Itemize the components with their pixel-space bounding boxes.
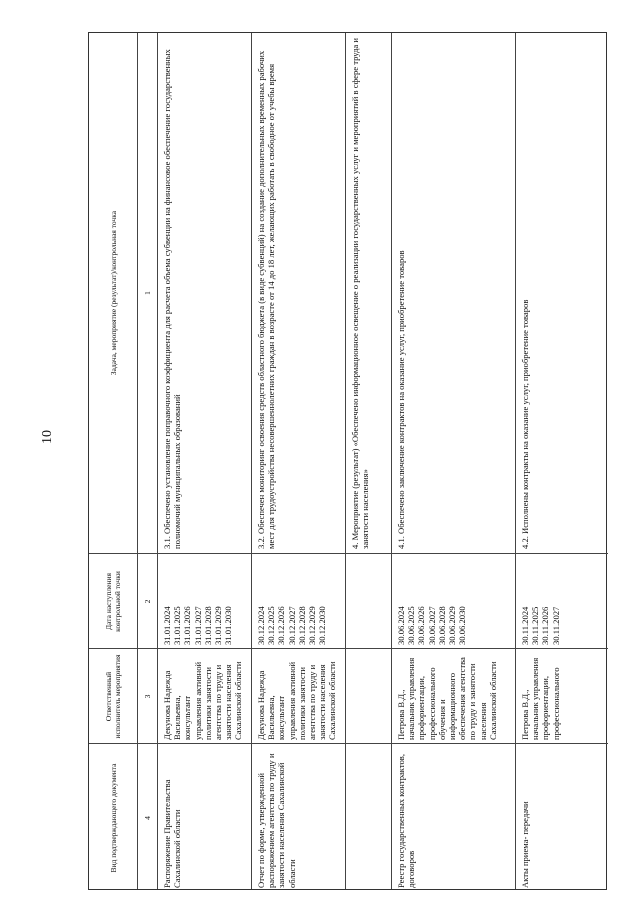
- table-row: [345, 33, 391, 889]
- column-number-1-text: 1: [143, 291, 152, 295]
- checkpoint-table: [88, 32, 607, 890]
- page-number-text: 10: [40, 430, 55, 444]
- row-date-text: 30.06.2024 30.06.2025 30.06.2026 30.06.2027 30.06.2028 30.06.2029 30.06.2030: [396, 606, 468, 645]
- row-date: [158, 553, 251, 648]
- table-header-row: [89, 33, 137, 889]
- row-executor-text: [350, 653, 387, 740]
- row-date: [392, 553, 515, 648]
- header-date: [89, 553, 137, 648]
- column-number-2: [138, 553, 157, 648]
- row-executor: [392, 648, 515, 743]
- row-date-text: 30.12.2024 30.12.2025 30.12.2026 30.12.2027 30.12.2028 30.12.2029 30.12.2030: [256, 606, 328, 645]
- row-document-text: Акты приема- передачи: [520, 801, 530, 888]
- row-date-text: [350, 558, 387, 645]
- column-number-4-text: 4: [143, 816, 152, 820]
- header-date-text: Дата наступления контрольной точки: [104, 571, 122, 632]
- row-executor: [158, 648, 251, 743]
- row-task-text: 4.1. Обеспечено заключение контрактов на оказание услуг, приобретение товаров: [396, 250, 406, 549]
- table-row: [391, 33, 515, 889]
- row-task-text: 3.1. Обеспечено установление поправочного коэффициента для расчета объема субвенции на финансовое обеспечение государственных полномочий муниципальных образований: [162, 49, 183, 549]
- row-document-text: Распоряжение Правительства Сахалинской области: [162, 779, 183, 888]
- row-date: [252, 553, 345, 648]
- row-executor-text: Декунова Надежда Васильевна, консультант управления активной политики занятости агентства по труду и занятости населения Сахалинской области: [256, 661, 338, 740]
- row-task: [516, 33, 608, 553]
- row-task: [252, 33, 345, 553]
- column-number-row: [137, 33, 157, 889]
- row-document-text: Отчет по форме, утвержденной распоряжением агентства по труду и занятости населения Сахалинской области: [256, 753, 297, 888]
- row-document-text: Реестр государственных контрактов, договоров: [396, 753, 417, 888]
- row-task-text: 3.2. Обеспечен мониторинг освоения средств областного бюджета (в виде субвенций) на создание дополнительных временных рабочих мест для трудоустройства несовершеннолетних граждан в возрасте от 14 до 18 лет, желающих работать в свободное от учебы время: [256, 50, 277, 549]
- column-number-2-text: 2: [143, 599, 152, 604]
- header-task: [89, 33, 137, 553]
- row-task: [158, 33, 251, 553]
- row-task-text: 4.2. Исполнены контракты на оказание услуг, приобретение товаров: [520, 299, 530, 549]
- row-document: [158, 743, 251, 891]
- row-task-text: 4. Мероприятие (результат) «Обеспечено информационное освещение о реализации государственных услуг и мероприятий в сфере труда и занятости населения»: [350, 38, 371, 549]
- row-executor-text: Петрова В.Д., начальник управления профориентации, профессионального обучения и информационного обеспечения агентства по труду и занятости населения Сахалинской области: [396, 657, 498, 740]
- table-row: [515, 33, 608, 889]
- header-document-text: Вид подтверждающего документа: [108, 763, 118, 873]
- row-date: [346, 553, 391, 648]
- page-number: [38, 424, 58, 450]
- row-date-text: 30.11.2024 30.11.2025 30.11.2026 30.11.2027: [520, 606, 561, 645]
- header-task-text: Задача, мероприятие (результат)/контрольная точка: [108, 210, 118, 376]
- column-number-3-text: 3: [143, 694, 152, 699]
- row-executor-text: Декунова Надежда Васильевна, консультант управления активной политики занятости агентства по труду и занятости населения Сахалинской области: [162, 661, 244, 740]
- column-number-4: [138, 743, 157, 891]
- row-date: [516, 553, 608, 648]
- table-row: [157, 33, 251, 889]
- column-number-3: [138, 648, 157, 743]
- row-executor: [346, 648, 391, 743]
- row-task: [392, 33, 515, 553]
- column-number-1: [138, 33, 157, 553]
- row-document-text: [350, 748, 387, 888]
- row-task: [346, 33, 391, 553]
- row-executor-text: Петрова В.Д., начальник управления профориентации, профессионального: [520, 657, 561, 740]
- row-date-text: 31.01.2024 31.01.2025 31.01.2026 31.01.2027 31.01.2028 31.01.2029 31.01.2030: [162, 606, 234, 645]
- header-executor: [89, 648, 137, 743]
- header-document: [89, 743, 137, 891]
- row-document: [516, 743, 608, 891]
- row-executor: [252, 648, 345, 743]
- row-document: [252, 743, 345, 891]
- header-executor-text: Ответственный исполнитель мероприятия: [104, 654, 122, 739]
- table-row: [251, 33, 345, 889]
- row-document: [392, 743, 515, 891]
- row-document: [346, 743, 391, 891]
- row-executor: [516, 648, 608, 743]
